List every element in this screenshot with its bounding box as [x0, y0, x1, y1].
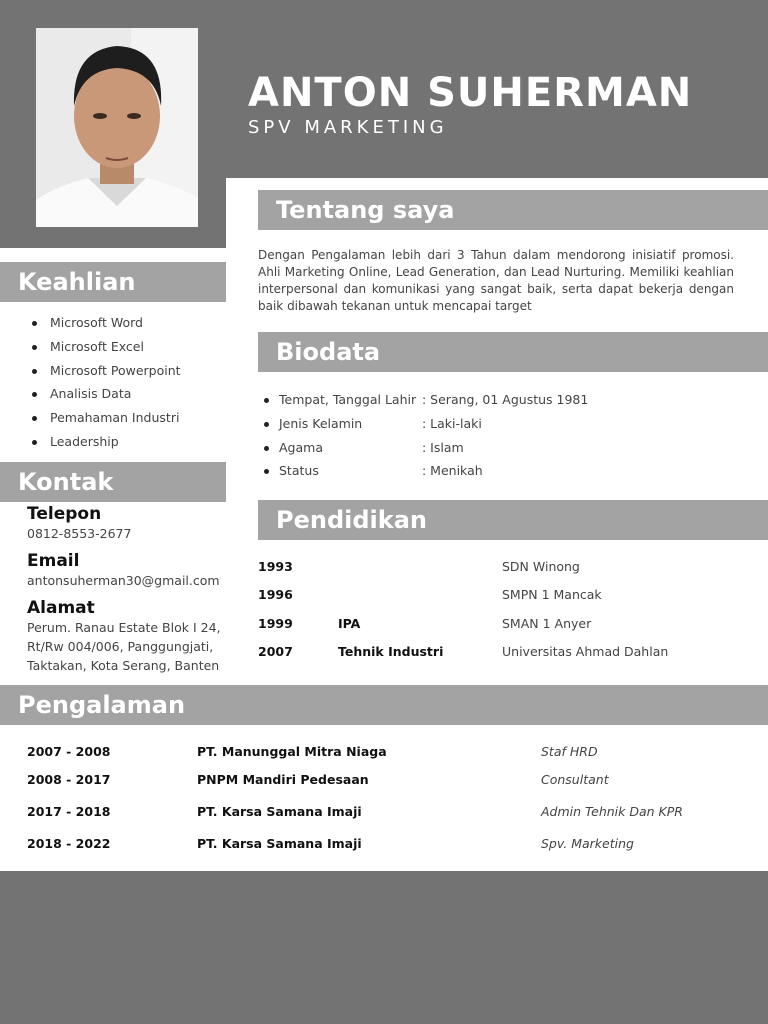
- edu-major: Tehnik Industri: [338, 644, 444, 659]
- exp-period: 2008 - 2017: [27, 772, 111, 787]
- skills-list: [28, 311, 181, 454]
- about-text: Dengan Pengalaman lebih dari 3 Tahun dalam mendorong inisiatif promosi. Ahli Marketing Online, Lead Generation, dan Lead Nurturing. Memiliki keahlian interpersonal dan komunikasi yang sangat baik, serta dapat bekerja dengan baik dibawah tekanan untuk mencapai target: [258, 248, 734, 313]
- table-row: [27, 836, 747, 856]
- bio-row: [258, 459, 588, 483]
- exp-role: Staf HRD: [541, 744, 598, 759]
- edu-school: Universitas Ahmad Dahlan: [502, 644, 669, 659]
- bio-label: Tempat, Tanggal Lahir: [258, 388, 422, 412]
- bio-row: [258, 412, 588, 436]
- education-section-header: [258, 500, 768, 540]
- table-row: [258, 587, 758, 607]
- address-label: Alamat: [27, 598, 95, 618]
- bio-value: : Islam: [422, 439, 464, 455]
- list-item: Analisis Data: [28, 382, 181, 406]
- experience-title: Pengalaman: [18, 691, 186, 719]
- address-line: Rt/Rw 004/006, Panggungjati,: [27, 639, 214, 654]
- bio-title: Biodata: [276, 338, 381, 366]
- skills-section-header: [0, 262, 226, 302]
- edu-school: SMPN 1 Mancak: [502, 587, 602, 602]
- exp-period: 2018 - 2022: [27, 836, 111, 851]
- exp-company: PT. Karsa Samana Imaji: [197, 836, 362, 851]
- table-row: [258, 644, 758, 664]
- bio-label: Jenis Kelamin: [258, 412, 422, 436]
- phone-label: Telepon: [27, 504, 102, 524]
- edu-year: 2007: [258, 644, 293, 659]
- table-row: [27, 804, 747, 824]
- edu-year: 1996: [258, 587, 293, 602]
- about-title: Tentang saya: [276, 196, 455, 224]
- phone-value: 0812-8553-2677: [27, 526, 132, 541]
- exp-role: Consultant: [541, 772, 609, 787]
- list-item: Microsoft Powerpoint: [28, 359, 181, 383]
- bio-section-header: [258, 332, 768, 372]
- bio-value: : Serang, 01 Agustus 1981: [422, 392, 589, 407]
- bio-value: : Menikah: [422, 463, 483, 479]
- exp-role: Spv. Marketing: [541, 836, 634, 851]
- experience-section-header: [0, 685, 768, 725]
- list-item: Leadership: [28, 430, 181, 454]
- email-value: antonsuherman30@gmail.com: [27, 573, 220, 588]
- address-line: Perum. Ranau Estate Blok I 24,: [27, 620, 221, 635]
- bio-row: [258, 436, 588, 460]
- skills-title: Keahlian: [18, 268, 136, 296]
- table-row: [27, 772, 747, 792]
- exp-role: Admin Tehnik Dan KPR: [541, 804, 683, 819]
- list-item: Microsoft Word: [28, 311, 181, 335]
- table-row: [258, 616, 758, 636]
- bio-label: Status: [258, 459, 422, 483]
- table-row: [258, 559, 758, 579]
- bio-list: [258, 388, 588, 483]
- list-item: Pemahaman Industri: [28, 406, 181, 430]
- edu-school: SMAN 1 Anyer: [502, 616, 592, 631]
- person-name: ANTON SUHERMAN: [248, 70, 693, 116]
- contact-section-header: [0, 462, 226, 502]
- contact-block: [27, 504, 223, 675]
- about-section-header: [258, 190, 768, 230]
- bio-row: [258, 388, 588, 412]
- profile-photo: [36, 28, 198, 227]
- contact-title: Kontak: [18, 468, 114, 496]
- edu-school: SDN Winong: [502, 559, 580, 574]
- education-title: Pendidikan: [276, 506, 428, 534]
- list-item: Microsoft Excel: [28, 335, 181, 359]
- person-role: SPV MARKETING: [248, 117, 448, 138]
- bio-label: Agama: [258, 436, 422, 460]
- exp-period: 2007 - 2008: [27, 744, 111, 759]
- exp-period: 2017 - 2018: [27, 804, 111, 819]
- table-row: [27, 744, 747, 764]
- exp-company: PNPM Mandiri Pedesaan: [197, 772, 369, 787]
- edu-year: 1999: [258, 616, 293, 631]
- bio-value: : Laki-laki: [422, 415, 482, 431]
- edu-major: IPA: [338, 616, 361, 631]
- person-portrait-icon: [36, 28, 198, 227]
- address-line: Taktakan, Kota Serang, Banten: [27, 658, 220, 673]
- edu-year: 1993: [258, 559, 293, 574]
- email-label: Email: [27, 551, 80, 571]
- exp-company: PT. Karsa Samana Imaji: [197, 804, 362, 819]
- exp-company: PT. Manunggal Mitra Niaga: [197, 744, 387, 759]
